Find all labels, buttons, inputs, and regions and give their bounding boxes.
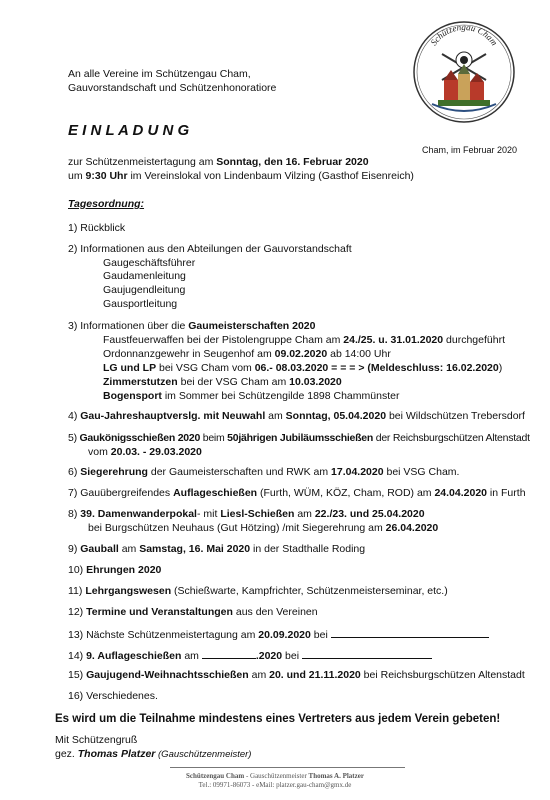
agenda-item-9: 9) Gauball am Samstag, 16. Mai 2020 in der Stadthalle Roding [68, 543, 366, 555]
agenda-item-8: 8) 39. Damenwanderpokal- mit Liesl-Schießen am 22./23. und 25.04.2020 [68, 508, 425, 520]
agenda-item-2: 2) Informationen aus den Abteilungen der Gauvorstandschaft [68, 243, 352, 255]
agenda-item-14: 14) 9. Auflageschießen am .2020 bei [68, 648, 432, 663]
agenda-item-2-sub: Gaugeschäftsführer [103, 257, 196, 269]
agenda-item-3: 3) Informationen über die Gaumeisterschaften 2020 [68, 320, 316, 332]
agenda-item-5-cont: vom 20.03. - 29.03.2020 [88, 446, 202, 458]
agenda-item-2-sub: Gausportleitung [103, 298, 178, 310]
agenda-item-2-sub: Gaujugendleitung [103, 284, 186, 296]
agenda-item-4: 4) Gau-Jahreshauptverslg. mit Neuwahl am Sonntag, 05.04.2020 bei Wildschützen Trebersdorf [68, 410, 525, 422]
agenda-item-6: 6) Siegerehrung der Gaumeisterschaften und RWK am 17.04.2020 bei VSG Cham. [68, 466, 460, 478]
footer-divider [170, 767, 405, 768]
fill-in-blank[interactable] [302, 648, 432, 659]
agenda-item-16: 16) Verschiedenes. [68, 690, 158, 702]
page-title: E I N L A D U N G [68, 122, 190, 139]
agenda-item-2-sub: Gaudamenleitung [103, 270, 186, 282]
agenda-title: Tagesordnung: [68, 198, 145, 210]
fill-in-blank[interactable] [202, 648, 256, 659]
attendance-request: Es wird um die Teilnahme mindestens eines Vertreters aus jedem Verein gebeten! [55, 713, 501, 725]
agenda-item-3-sub: Bogensport im Sommer bei Schützengilde 1898 Chammünster [103, 390, 400, 402]
signature-line: gez. Thomas Platzer (Gauschützenmeister) [55, 748, 252, 760]
logo-text: Schützengau Cham [428, 21, 500, 48]
fill-in-blank[interactable] [331, 627, 489, 638]
intro-line-2: um 9:30 Uhr im Vereinslokal von Lindenbaum Vilzing (Gasthof Eisenreich) [68, 170, 414, 182]
closing-greeting: Mit Schützengruß [55, 734, 138, 746]
recipient-line-1: An alle Vereine im Schützengau Cham, [68, 68, 251, 80]
agenda-item-13: 13) Nächste Schützenmeistertagung am 20.09.2020 bei [68, 627, 489, 642]
date-line: Cham, im Februar 2020 [422, 145, 518, 155]
footer-line-2: Tel.: 09971-86073 - eMail: platzer.gau-cham@gmx.de [198, 781, 352, 789]
agenda-item-11: 11) Lehrgangswesen (Schießwarte, Kampfrichter, Schützenmeisterseminar, etc.) [68, 585, 448, 597]
agenda-item-3-sub: Zimmerstutzen bei der VSG Cham am 10.03.2020 [103, 376, 342, 388]
agenda-item-3-sub: Ordonnanzgewehr in Seugenhof am 09.02.2020 ab 14:00 Uhr [103, 348, 391, 360]
footer-line-1: Schützengau Cham - Gauschützenmeister Thomas A. Platzer [186, 772, 364, 780]
agenda-item-3-sub: Faustfeuerwaffen bei der Pistolengruppe Cham am 24./25. u. 31.01.2020 durchgeführt [103, 334, 505, 346]
agenda-item-8-cont: bei Burgschützen Neuhaus (Gut Hötzing) /mit Siegerehrung am 26.04.2020 [88, 522, 439, 534]
agenda-item-7: 7) Gauübergreifendes Auflageschießen (Furth, WÜM, KÖZ, Cham, ROD) am 24.04.2020 in Furth [68, 487, 526, 499]
recipient-line-2: Gauvorstandschaft und Schützenhonoratiore [68, 82, 277, 94]
agenda-item-15: 15) Gaujugend-Weihnachtsschießen am 20. und 21.11.2020 bei Reichsburgschützen Altenstadt [68, 669, 525, 681]
agenda-item-3-sub: LG und LP bei VSG Cham vom 06.- 08.03.2020 = = = > (Meldeschluss: 16.02.2020) [103, 362, 503, 374]
intro-line-1: zur Schützenmeistertagung am Sonntag, den 16. Februar 2020 [68, 156, 369, 168]
agenda-item-5: 5) Gaukönigsschießen 2020 beim 50jährigen Jubiläumsschießen der Reichsburgschützen Altenstadt [68, 432, 530, 444]
club-logo [412, 20, 516, 124]
agenda-item-1: 1) Rückblick [68, 222, 126, 234]
agenda-item-10: 10) Ehrungen 2020 [68, 564, 162, 576]
agenda-item-12: 12) Termine und Veranstaltungen aus den Vereinen [68, 606, 318, 618]
